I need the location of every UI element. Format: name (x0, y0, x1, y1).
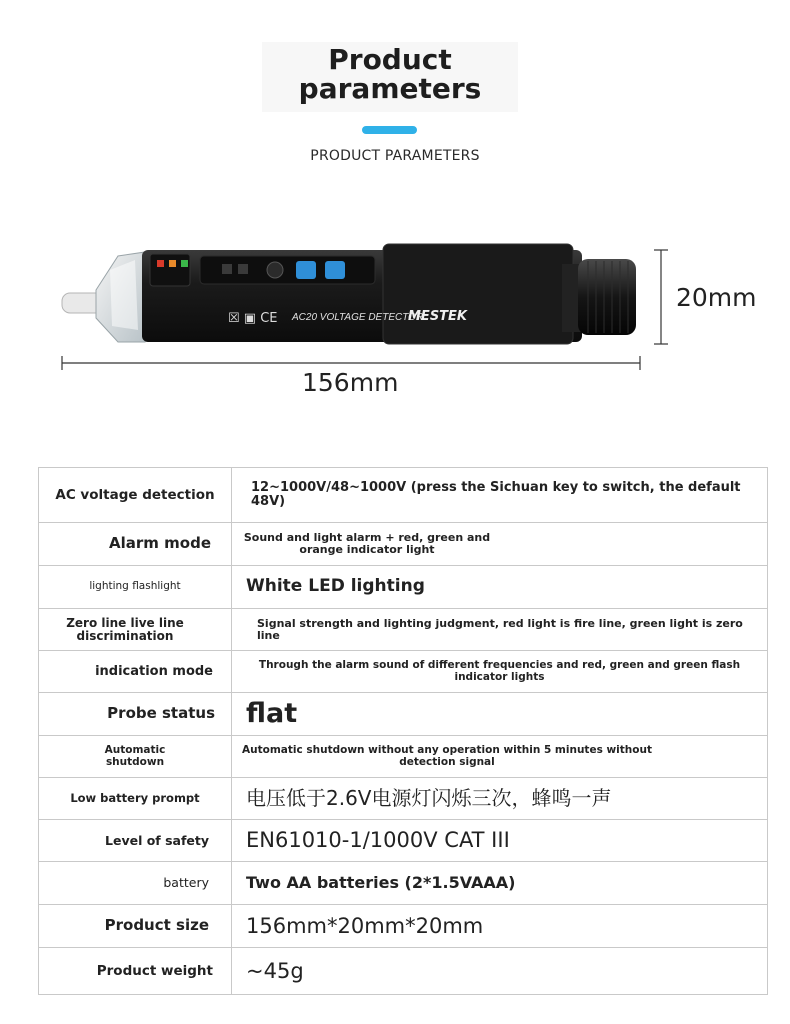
spec-row (39, 608, 767, 650)
spec-label: Zero line live line discrimination (39, 609, 232, 650)
spec-value: ~45g (246, 958, 304, 983)
spec-label: Product size (39, 905, 232, 947)
spec-label: Probe status (39, 693, 232, 735)
spec-value: Through the alarm sound of different frequencies and red, green and green flash indicator lights (258, 659, 741, 683)
spec-value: EN61010-1/1000V CAT III (246, 828, 510, 853)
green-led-icon (181, 260, 188, 267)
spec-value: Two AA batteries (2*1.5VAAA) (246, 872, 516, 892)
spec-row (39, 861, 767, 904)
spec-label: lighting flashlight (39, 566, 232, 608)
mode-button-icon (296, 261, 316, 279)
spec-row (39, 947, 767, 994)
spec-label: AC voltage detection (39, 468, 232, 522)
length-label: 156mm (302, 368, 399, 397)
power-button-icon (267, 262, 283, 278)
spec-row (39, 468, 767, 522)
spec-label: Alarm mode (39, 523, 232, 565)
spec-value: 156mm*20mm*20mm (246, 913, 484, 938)
voltage-detector-illustration (0, 230, 790, 390)
svg-text:☒ ▣ CE: ☒ ▣ CE (228, 311, 278, 326)
device-brand-label: MESTEK (408, 309, 468, 324)
spec-row (39, 692, 767, 735)
spec-value: 12~1000V/48~1000V (press the Sichuan key to switch, the default 48V) (251, 480, 741, 509)
spec-label: Level of safety (39, 820, 232, 861)
spec-label: Low battery prompt (39, 778, 232, 819)
spec-label: indication mode (39, 651, 232, 692)
title-block (262, 42, 518, 112)
diameter-label: 20mm (676, 283, 757, 312)
orange-led-icon (169, 260, 176, 267)
battery-cap (578, 259, 636, 335)
page-subtitle: PRODUCT PARAMETERS (310, 148, 480, 164)
spec-row (39, 522, 767, 565)
spec-row (39, 777, 767, 819)
pocket-clip (383, 244, 573, 344)
spec-label: Automatic shutdown (39, 736, 232, 777)
diameter-dimension-line (654, 250, 668, 344)
page-title-line1: Product (328, 43, 452, 76)
device-model-label: AC20 VOLTAGE DETECTOR (292, 312, 424, 323)
accent-bar (362, 126, 417, 134)
spec-value: Sound and light alarm + red, green and orange indicator light (243, 531, 491, 556)
spec-row (39, 565, 767, 608)
light-button-icon (325, 261, 345, 279)
spec-label: battery (39, 862, 232, 904)
spec-row (39, 735, 767, 777)
spec-value: Signal strength and lighting judgment, red light is fire line, green light is zero line (257, 616, 743, 642)
red-led-icon (157, 260, 164, 267)
spec-table (38, 467, 768, 995)
spec-row (39, 819, 767, 861)
page-title-line2: parameters (298, 72, 482, 105)
spec-label: Product weight (39, 948, 232, 994)
spec-value: flat (246, 697, 298, 729)
spec-row (39, 650, 767, 692)
spec-value: White LED lighting (246, 576, 425, 597)
spec-value: 电压低于2.6V电源灯闪烁三次，蜂鸣一声 (246, 786, 612, 810)
spec-value: Automatic shutdown without any operation within 5 minutes without detection signal (242, 744, 652, 768)
spec-row (39, 904, 767, 947)
